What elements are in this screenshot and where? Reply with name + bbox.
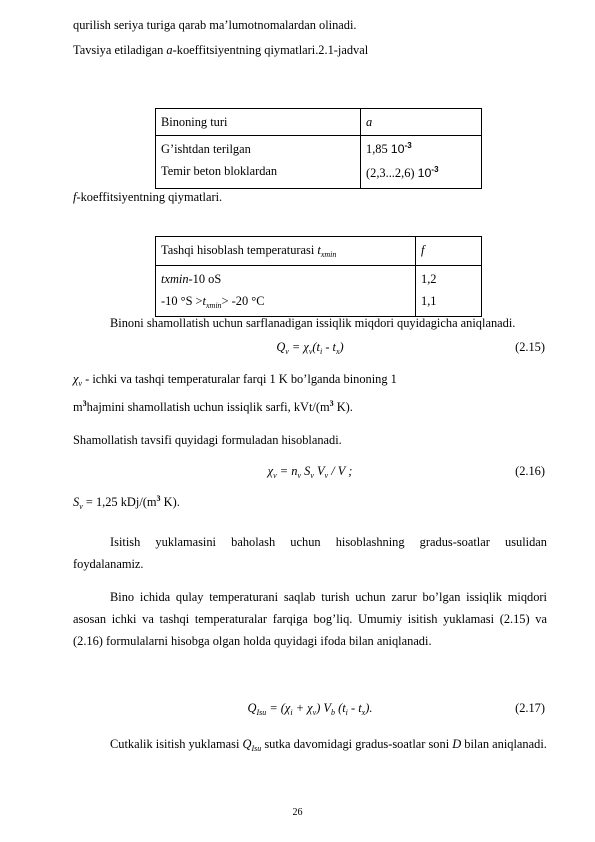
equation-number: (2.16) (515, 464, 545, 478)
table-cell (416, 266, 482, 317)
equation-number: (2.17) (515, 701, 545, 715)
table2-caption: f-koeffitsiyentning qiymatlari. (73, 190, 223, 204)
page-number: 26 (292, 807, 303, 818)
cell-line: 1,1 (421, 294, 437, 308)
table-cell (156, 136, 361, 189)
cell-line: txmin-10 oS (161, 272, 222, 286)
equation-number: (2.15) (515, 340, 545, 354)
table-row (156, 266, 482, 317)
table-cell (361, 136, 482, 189)
table1-caption: Tavsiya etiladigan a-koeffitsiyentning qiymatlari.2.1-jadval (73, 43, 369, 57)
cell-line: Temir beton bloklardan (161, 164, 278, 178)
table-row (156, 136, 482, 189)
chi-v-definition: $\chi_v$ - ichki va tashqi temperaturalar farqi 1 K bo’lganda binoning 1 (73, 372, 397, 388)
equation-2-17: $Q_{Isu} = (\chi_i + \chi_v)$ $V_b$ $(t_i - t_x)$. (247, 701, 373, 717)
paragraph-daily-load: Cutkalik isitish yuklamasi $Q_{Isu}$ sutka davomidagi gradus-soatlar soni D bilan aniqlanadi. (110, 737, 547, 753)
cell-line: 1,85 $10^{-3}$ (366, 141, 412, 156)
coefficient-f-table (155, 236, 482, 317)
cell-line: (2,3...2,6) $10^{-3}$ (366, 165, 439, 180)
table-header-cell: Tashqi hisoblash temperaturasi $t_{xmin}$ (156, 237, 416, 266)
paragraph-heat-load: Bino ichida qulay temperaturani saqlab turish uchun zarur bo’lgan issiqlik miqdori asosan ichki va tashqi temperaturalar farqiga bog’liq. Umumiy isitish yuklamasi (2.15) va (2.16) formulalarni hisobga olgan holda quyidagi ifoda bilan aniqlanadi. (73, 590, 547, 648)
equation-2-16: $\chi_v = n_v$ $S_v$ $V_v$ / V ; (267, 464, 353, 480)
coefficient-a-table (155, 108, 482, 189)
sv-definition: $S_v = 1,25$ kDj/($m^3$ K). (73, 494, 180, 511)
table-cell (156, 266, 416, 317)
cell-line: G’ishtdan terilgan (161, 142, 251, 156)
table-header-cell: f (416, 237, 482, 266)
table-header-cell: Binoning turi (156, 109, 361, 136)
chi-v-definition-cont: $m^3hajmini$ shamollatish uchun issiqlik sarfi, kVt/($m^3$ K). (73, 399, 353, 414)
equation-2-15: $Q_v = \chi_v(t_i - t_x)$ (276, 340, 344, 356)
table-header-row (156, 237, 482, 266)
cell-line: 1,2 (421, 272, 437, 286)
paragraph-ventilation-heat: Binoni shamollatish uchun sarflanadigan issiqlik miqdori quyidagicha aniqlanadi. (110, 316, 516, 330)
table-header-cell: a (361, 109, 482, 136)
intro-line: qurilish seriya turiga qarab ma’lumotnomalardan olinadi. (73, 18, 357, 32)
cell-line: -10 $^\circ S >t_{xmin}> -20$ °C (161, 294, 265, 310)
shamollatish-line: Shamollatish tavsifi quyidagi formuladan hisoblanadi. (73, 433, 342, 447)
paragraph-gradus-method: Isitish yuklamasini baholash uchun hisoblashning gradus-soatlar usulidan foydalanamiz. (73, 535, 547, 571)
table-header-row (156, 109, 482, 136)
